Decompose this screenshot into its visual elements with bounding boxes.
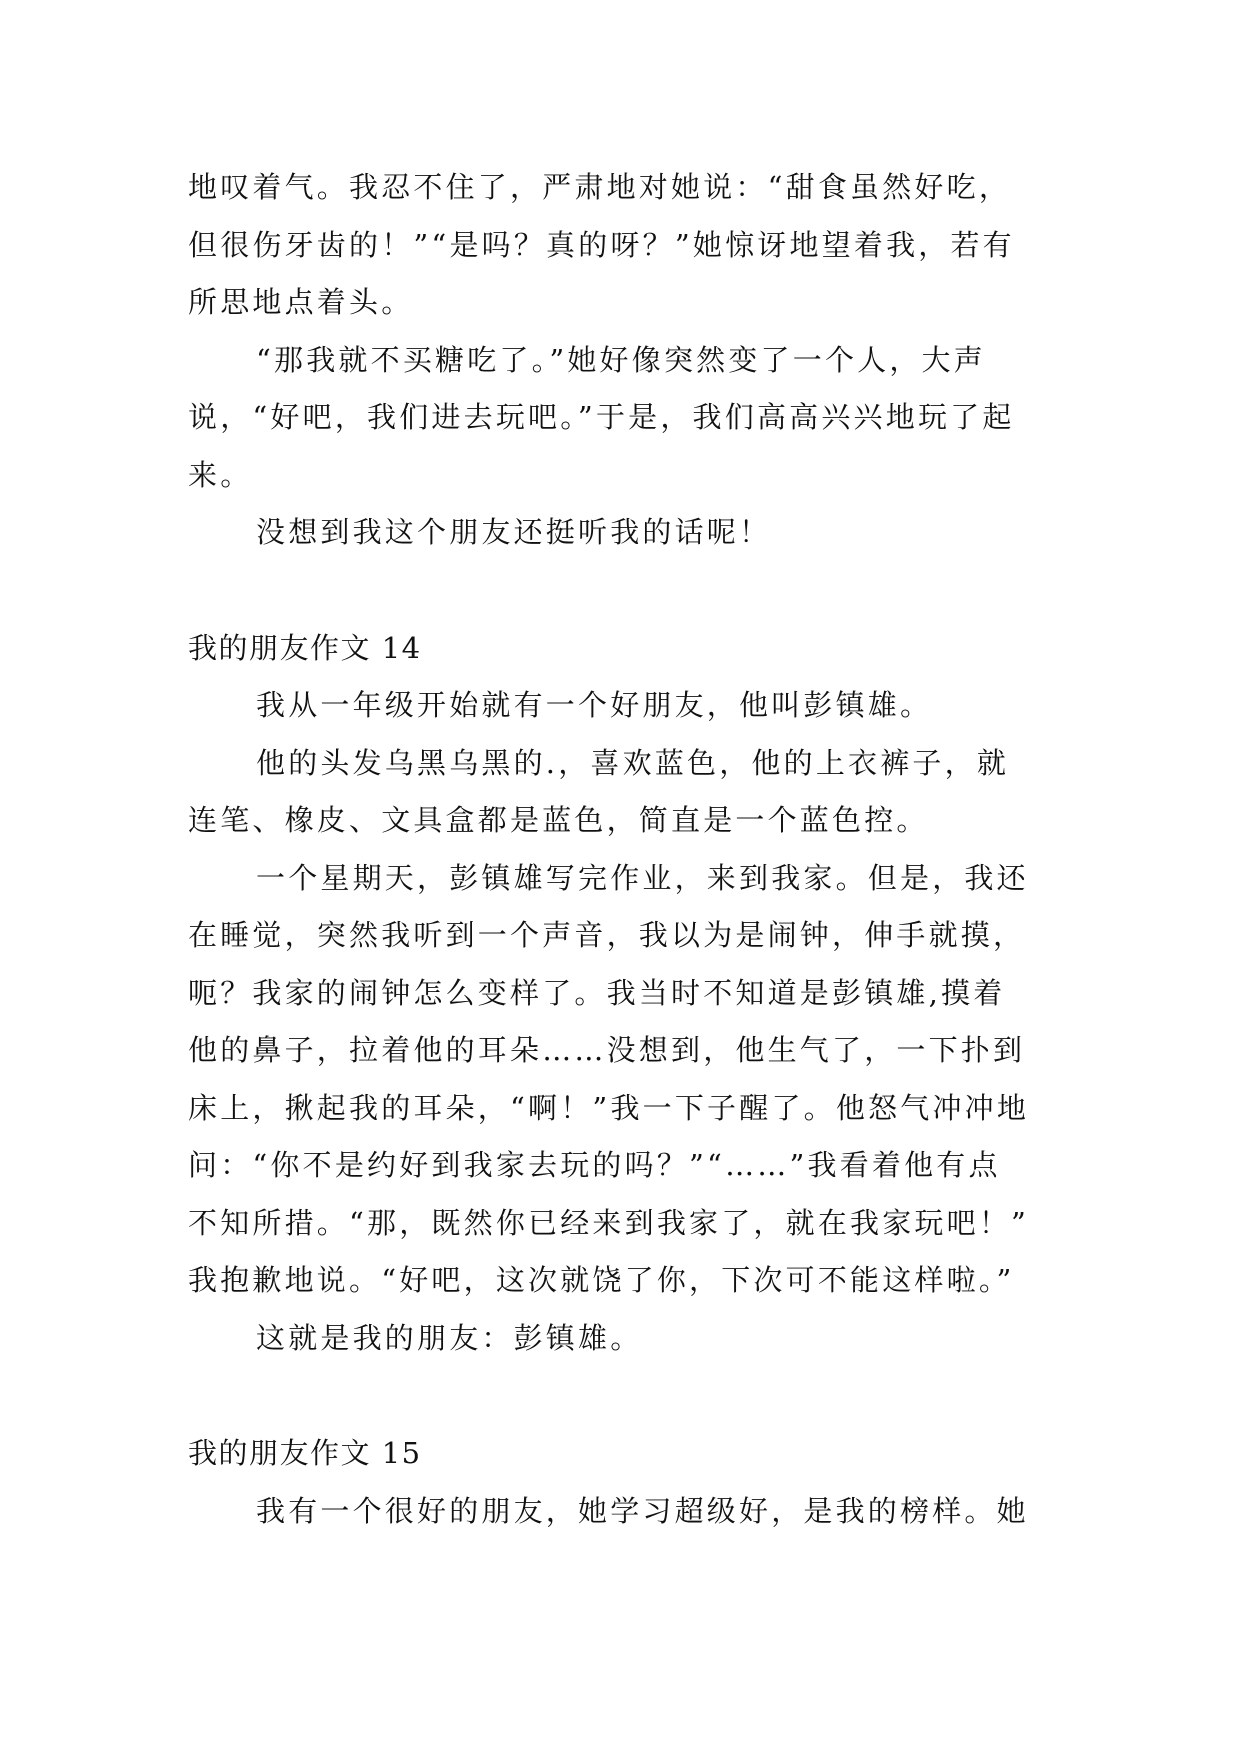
text-line: 不知所措。“那，既然你已经来到我家了，就在我家玩吧！” bbox=[188, 1206, 1030, 1240]
section-heading: 我的朋友作文 15 bbox=[188, 1436, 422, 1470]
text-line: 在睡觉，突然我听到一个声音，我以为是闹钟，伸手就摸， bbox=[188, 918, 1026, 952]
text-line: 但很伤牙齿的！”“是吗？真的呀？”她惊讶地望着我，若有 bbox=[188, 228, 1015, 262]
text-line: 来。 bbox=[188, 458, 253, 492]
paragraph-first-line: 他的头发乌黑乌黑的.，喜欢蓝色，他的上衣裤子，就 bbox=[256, 746, 1010, 780]
paragraph-first-line: 我从一年级开始就有一个好朋友，他叫彭镇雄。 bbox=[256, 688, 933, 722]
text-line: 他的鼻子，拉着他的耳朵……没想到，他生气了，一下扑到 bbox=[188, 1033, 1026, 1067]
text-line: 说，“好吧，我们进去玩吧。”于是，我们高高兴兴地玩了起 bbox=[188, 400, 1015, 434]
section-heading: 我的朋友作文 14 bbox=[188, 631, 422, 665]
text-line: 呃？我家的闹钟怎么变样了。我当时不知道是彭镇雄,摸着 bbox=[188, 976, 1006, 1010]
text-line: 所思地点着头。 bbox=[188, 285, 414, 319]
text-line: 连笔、橡皮、文具盒都是蓝色，简直是一个蓝色控。 bbox=[188, 803, 929, 837]
paragraph-first-line: “那我就不买糖吃了。”她好像突然变了一个人，大声 bbox=[256, 343, 986, 377]
paragraph-first-line: 一个星期天，彭镇雄写完作业，来到我家。但是，我还 bbox=[256, 861, 1029, 895]
text-line: 床上，揪起我的耳朵，“啊！”我一下子醒了。他怒气冲冲地 bbox=[188, 1091, 1030, 1125]
text-line: 我抱歉地说。“好吧，这次就饶了你，下次可不能这样啦。” bbox=[188, 1263, 1015, 1297]
paragraph-first-line: 我有一个很好的朋友，她学习超级好，是我的榜样。她 bbox=[256, 1494, 1029, 1528]
text-line: 问：“你不是约好到我家去玩的吗？”“……”我看着他有点 bbox=[188, 1148, 1001, 1182]
paragraph-first-line: 这就是我的朋友：彭镇雄。 bbox=[256, 1321, 643, 1355]
paragraph-first-line: 没想到我这个朋友还挺听我的话呢！ bbox=[256, 515, 772, 549]
text-line: 地叹着气。我忍不住了，严肃地对她说：“甜食虽然好吃， bbox=[188, 170, 1012, 204]
